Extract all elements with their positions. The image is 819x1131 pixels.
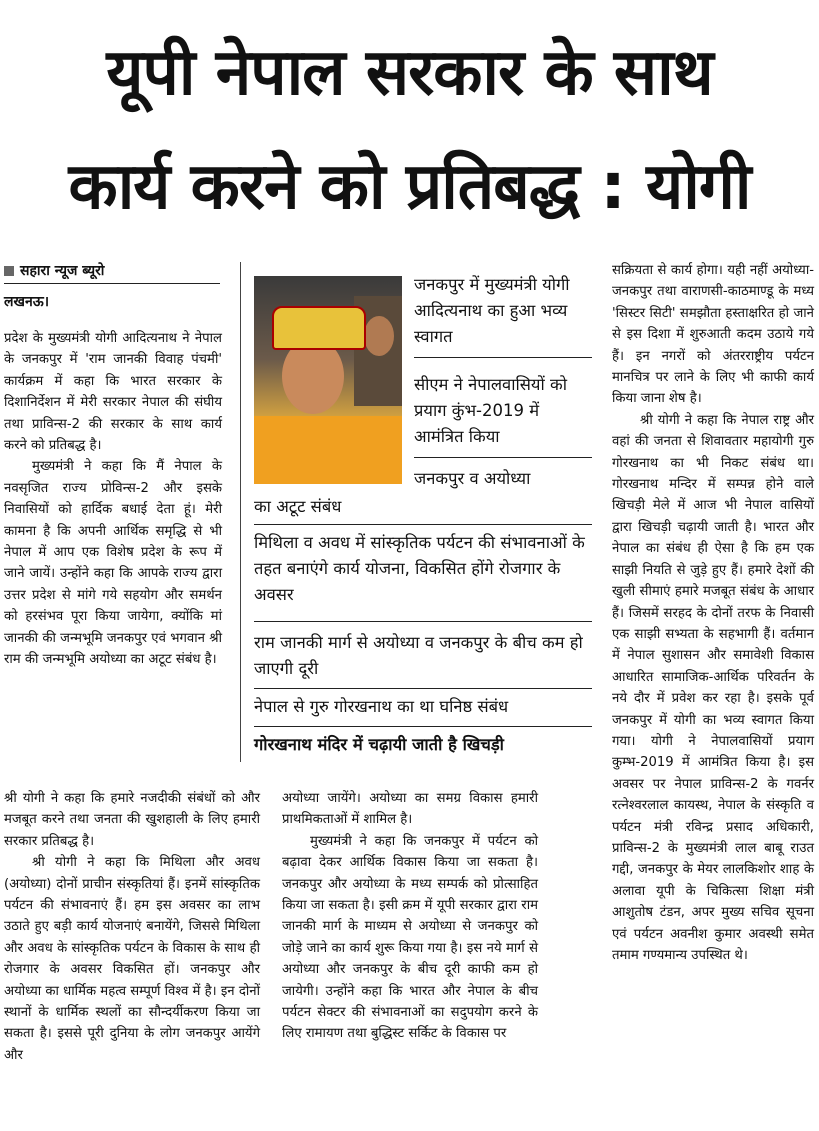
paragraph: मुख्यमंत्री ने कहा कि जनकपुर में पर्यटन को बढ़ावा देकर आर्थिक विकास किया जा सकता है। जनकपुर और अयोध्या के मध्य सम्पर्क को प्रोत्साहित किया जा सकता है। इसी क्रम में यूपी सरकार द्वारा राम जानकी मार्ग के माध्यम से अयोध्या से जनकपुर को जोड़े जाने का कार्य शुरू किया गया है। इस नये मार्ग से अयोध्या और जनकपुर के बीच दूरी काफी कम हो जायेगी। उन्होंने कहा कि भारत और नेपाल के बीच पर्यटन सेक्टर की संभावनाओं का सदुपयोग करने के लिए रामायण तथा बुद्धिस्ट सर्किट के विकास पर [282, 833, 538, 1042]
highlight-1: जनकपुर में मुख्यमंत्री योगी आदित्यनाथ का हुआ भव्य स्वागत [414, 275, 570, 346]
highlight-2: सीएम ने नेपालवासियों को प्रयाग कुंभ-2019 में आमंत्रित किया [414, 375, 567, 446]
dateline: लखनऊ। [4, 294, 50, 310]
highlight-3a: जनकपुर व अयोध्या [414, 469, 531, 488]
headline-line-2: कार्य करने को प्रतिबद्ध : योगी [68, 150, 751, 224]
byline-text: सहारा न्यूज ब्यूरो [20, 263, 105, 279]
paragraph: अयोध्या जायेंगे। अयोध्या का समग्र विकास हमारी प्राथमिकताओं में शामिल है। [282, 791, 538, 828]
highlight-5: राम जानकी मार्ग से अयोध्या व जनकपुर के बीच कम हो जाएगी दूरी [254, 633, 583, 678]
highlight-7: गोरखनाथ मंदिर में चढ़ायी जाती है खिचड़ी [254, 735, 504, 754]
paragraph: मुख्यमंत्री ने कहा कि मैं नेपाल के नवसृजित राज्य प्रोविन्स-2 और इसके निवासियों को हार्दिक बधाई देता हूं। मेरी कामना है कि अपनी आर्थिक समृद्धि से भी नेपाल में आप एक विशेष प्रदेश के रूप में जाने जायें। उन्होंने कहा कि आपके राज्य द्वारा उत्तर प्रदेश से मांगे गये सहयोग और समर्थन को हरसंभव पूरा किया जायेगा, क्योंकि मां जानकी की जन्मभूमि जनकपुर एवं भगवान श्री राम की जन्मभूमि अयोध्या का अटूट संबंध है। [4, 459, 222, 668]
paragraph: सक्रियता से कार्य होगा। यही नहीं अयोध्या-जनकपुर तथा वाराणसी-काठमाण्डू के मध्य 'सिस्टर सिटी' समझौता हस्ताक्षरित हो जाने से इस दिशा में शुरुआती कदम उठाये गये हैं। इन नगरों को अंतरराष्ट्रीय पर्यटन मानचित्र पर लाने के लिए भी काफी कार्य किया जाना शेष है। [612, 263, 814, 407]
highlight-4: मिथिला व अवध में सांस्कृतिक पर्यटन की संभावनाओं के तहत बनाएंगे कार्य योजना, विकसित होंगे रोजगार के अवसर [254, 533, 585, 604]
highlight-3b: का अटूट संबंध [254, 497, 342, 516]
paragraph: श्री योगी ने कहा कि नेपाल राष्ट्र और वहां की जनता से शिवावतार महायोगी गुरु गोरखनाथ का भी निकट संबंध था। गोरखनाथ मन्दिर में सम्पन्न होने वाले खिचड़ी मेले में आज भी नेपाल वासियों द्वारा खिचड़ी चढ़ायी जाती है। भारत और नेपाल का संबंध ही ऐसा है कि हम एक साझी नियति से जुड़े हुए हैं। हमारे देशों की खुली सीमाएं हमारे मजबूत संबंध के आधार हैं। जिसमें सरहद के दोनों तरफ के निवासी एक साझी सभ्यता के सहभागी हैं। वर्तमान में नेपाल सुशासन और समावेशी विकास आधारित सामाजिक-आर्थिक परिवर्तन के नये दौर में प्रवेश कर रहा है। इसके पूर्व जनकपुर में योगी का भव्य स्वागत किया गया। योगी ने नेपालवासियों प्रयाग कुम्भ-2019 में आमंत्रित किया है। इस अवसर पर नेपाल प्राविन्स-2 के गवर्नर रत्नेश्वरलाल कायस्थ, नेपाल के संस्कृति व पर्यटन मंत्री रविन्द्र प्रसाद अधिकारी, प्राविन्स-2 के मुख्यमंत्री लाल बाबू राउत गद्दी, जनकपुर के मेयर लालकिशोर शाह के अलावा यूपी के चिकित्सा शिक्षा मंत्री आशुतोष टंडन, अपर मुख्य सचिव सूचना एवं पर्यटन अवनीश कुमार अवस्थी समेत तमाम गण्यमान्य उपस्थित थे। [612, 412, 814, 963]
paragraph: प्रदेश के मुख्यमंत्री योगी आदित्यनाथ ने नेपाल के जनकपुर में 'राम जानकी विवाह पंचमी' कार्यक्रम में कहा कि भारत सरकार के दिशानिर्देशन में मेरी सरकार नेपाल की संघीय तथा प्राविन्स-2 की सरकार के साथ कार्य करने को प्रतिबद्ध है। [4, 331, 222, 454]
bullet-square-icon [4, 266, 14, 276]
paragraph: श्री योगी ने कहा कि हमारे नजदीकी संबंधों को और मजबूत करने तथा जनता की खुशहाली के लिए हमारी सरकार प्रतिबद्ध है। [4, 791, 260, 849]
highlight-6: नेपाल से गुरु गोरखनाथ का था घनिष्ठ संबंध [254, 697, 509, 716]
column-1-bottom [4, 788, 260, 1066]
headline-line-1: यूपी नेपाल सरकार के साथ [106, 36, 713, 110]
byline [4, 261, 220, 284]
column-3 [612, 260, 814, 966]
column-1-top [4, 328, 222, 671]
photo-yogi [254, 276, 402, 484]
paragraph: श्री योगी ने कहा कि मिथिला और अवध (अयोध्या) दोनों प्राचीन संस्कृतियां हैं। इनमें सांस्कृतिक पर्यटन की संभावनाएं हैं। हम इस अवसर का लाभ उठाते हुए बड़ी कार्य योजनाएं बनायेंगे, जिससे मिथिला और अवध के सांस्कृतिक पर्यटन के विकास के साथ ही रोजगार के अवसर विकसित हों। जनकपुर और अयोध्या का धार्मिक महत्व सम्पूर्ण विश्व में है। इन दोनों स्थानों के धार्मिक स्थलों का सौन्दर्यीकरण किया जा सकता है। इससे पूरी दुनिया के लोग जनकपुर आयेंगे और [4, 855, 260, 1063]
column-2-bottom [282, 788, 538, 1045]
